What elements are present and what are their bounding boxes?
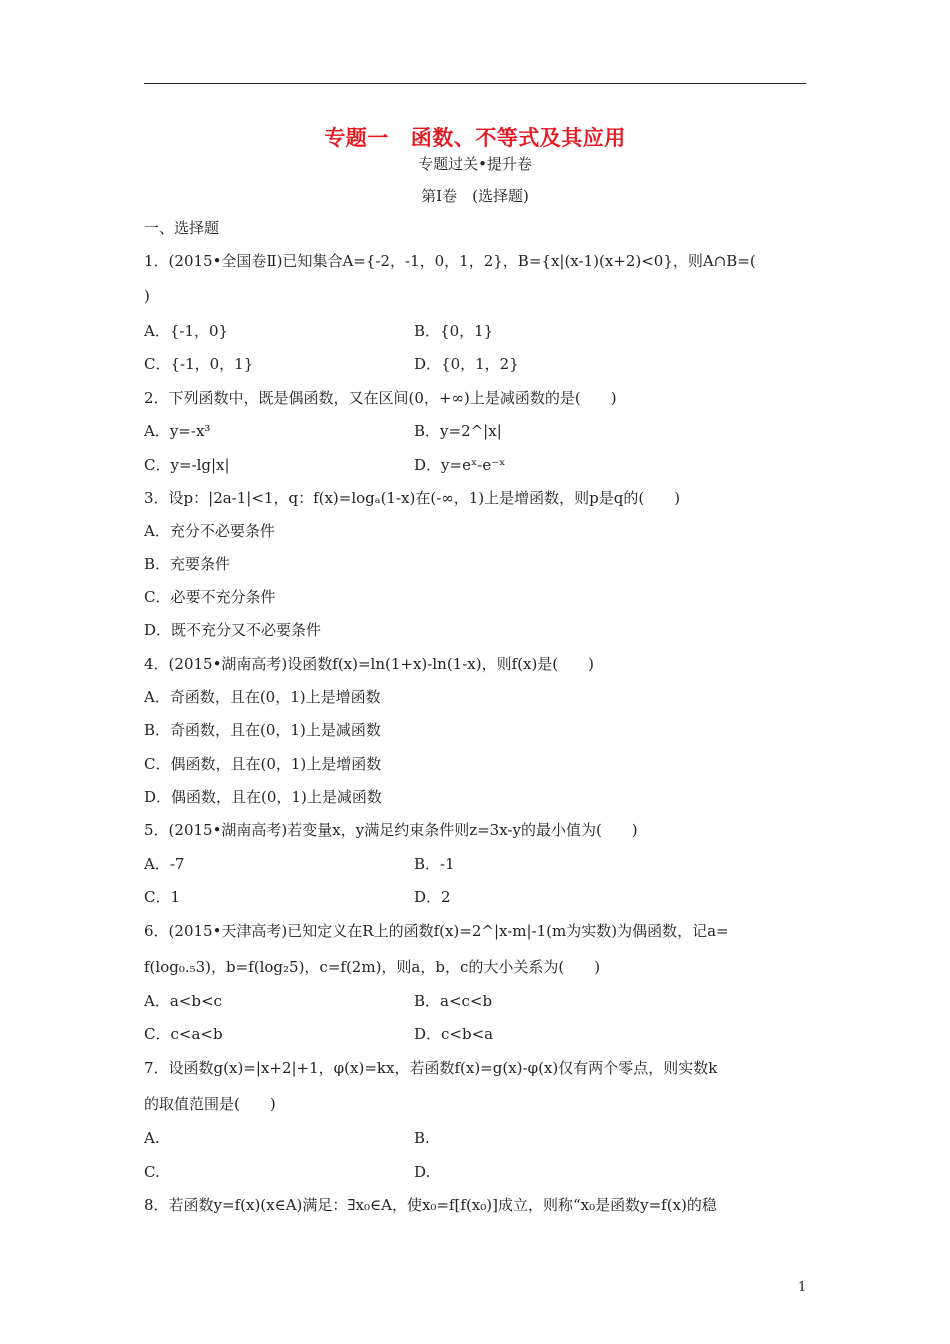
question-1-stem-cont: ) [144,287,150,305]
header-rule [144,83,806,84]
question-5-option-b: B．-1 [414,855,455,873]
question-5-option-d: D．2 [414,888,451,906]
question-6-stem-cont: f(log₀.₅3)，b=f(log₂5)，c=f(2m)，则a，b，c的大小关系为( ) [144,958,601,976]
question-6-option-d: D．c<b<a [414,1025,494,1043]
question-5-stem: 5．(2015•湖南高考)若变量x，y满足约束条件则z=3x-y的最小值为( ) [144,821,638,839]
question-5-option-a: A．-7 [144,855,185,873]
question-7-stem: 7．设函数g(x)=|x+2|+1，φ(x)=kx，若函数f(x)=g(x)-φ(x)仅有两个零点，则实数k [144,1059,718,1077]
question-4-option-d: D．偶函数，且在(0，1)上是减函数 [144,788,382,806]
question-7-option-b: B. [414,1129,430,1147]
question-2-option-c: C．y=-lg|x| [144,456,230,474]
page-subtitle: 专题过关•提升卷 [418,155,532,173]
question-4-option-a: A．奇函数，且在(0，1)上是增函数 [144,688,381,706]
question-3-option-b: B．充要条件 [144,555,231,573]
question-7-option-c: C. [144,1163,160,1181]
question-3-option-a: A．充分不必要条件 [144,522,275,540]
question-3-option-d: D．既不充分又不必要条件 [144,621,322,639]
question-3-option-c: C．必要不充分条件 [144,588,276,606]
page-number: 1 [798,1280,807,1295]
question-1-option-b: B．{0，1} [414,322,494,340]
question-2-stem: 2．下列函数中，既是偶函数，又在区间(0，+∞)上是减函数的是( ) [144,389,617,407]
question-8-stem: 8．若函数y=f(x)(x∈A)满足：∃x₀∈A，使x₀=f[f(x₀)]成立，则称“x₀是函数y=f(x)的稳 [144,1196,717,1214]
question-4-stem: 4．(2015•湖南高考)设函数f(x)=ln(1+x)-ln(1-x)，则f(x)是( ) [144,655,595,673]
question-2-option-d: D．y=eˣ-e⁻ˣ [414,456,506,474]
title-subject: 函数、不等式及其应用 [410,126,626,150]
question-4-option-c: C．偶函数，且在(0，1)上是增函数 [144,755,382,773]
question-1-option-c: C．{-1，0，1} [144,355,254,373]
question-7-option-a: A. [144,1129,160,1147]
title-topic: 专题一 [324,126,389,150]
volume-heading: 第Ⅰ卷 (选择题) [421,187,529,205]
question-2-option-b: B．y=2^|x| [414,422,502,440]
section-heading: 一、选择题 [144,219,220,237]
question-6-stem: 6．(2015•天津高考)已知定义在R上的函数f(x)=2^|x-m|-1(m为实数)为偶函数，记a= [144,922,729,940]
question-2-option-a: A．y=-x³ [144,422,211,440]
question-1-option-d: D．{0，1，2} [414,355,519,373]
question-1-option-a: A．{-1，0} [144,322,229,340]
question-6-option-a: A．a<b<c [144,992,222,1010]
question-4-option-b: B．奇函数，且在(0，1)上是减函数 [144,721,381,739]
question-5-option-c: C．1 [144,888,181,906]
question-7-option-d: D. [414,1163,431,1181]
page-title [0,122,950,152]
question-6-option-b: B．a<c<b [414,992,493,1010]
question-1-stem: 1．(2015•全国卷Ⅱ)已知集合A={-2，-1，0，1，2}，B={x|(x-1)(x+2)<0}，则A∩B=( [144,252,756,270]
question-7-stem-cont: 的取值范围是( ) [144,1095,276,1113]
question-3-stem: 3．设p：|2a-1|<1，q：f(x)=logₐ(1-x)在(-∞，1)上是增函数，则p是q的( ) [144,489,681,507]
question-6-option-c: C．c<a<b [144,1025,223,1043]
